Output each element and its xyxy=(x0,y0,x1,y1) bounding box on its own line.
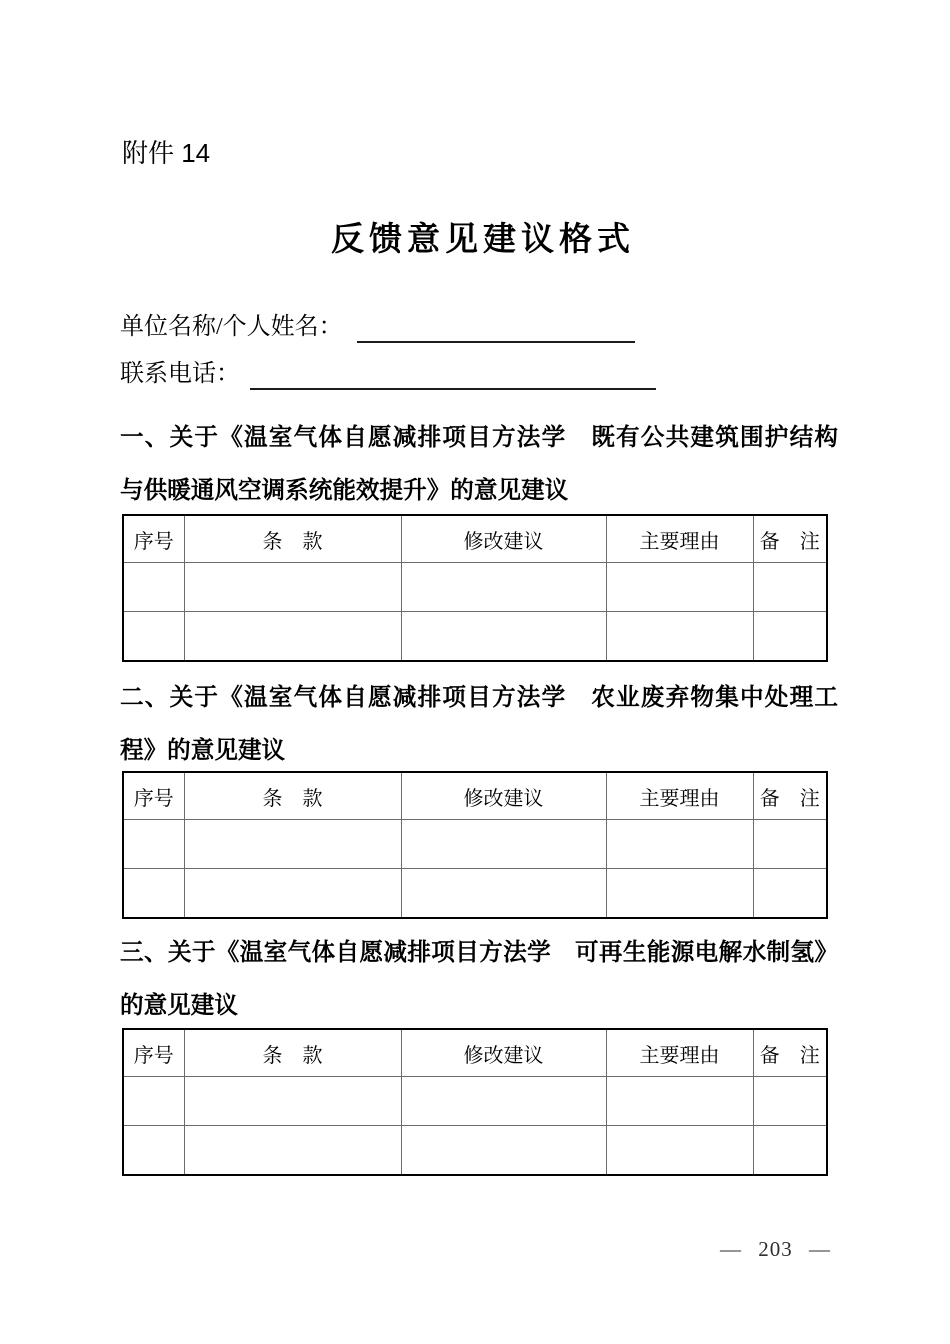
section-3-heading-line-2: 的意见建议 xyxy=(120,993,238,1019)
empty-cell xyxy=(123,612,184,662)
empty-cell xyxy=(184,1077,401,1126)
col-header-seq: 序号 xyxy=(123,772,184,820)
name-field-row xyxy=(120,311,635,343)
feedback-table-1 xyxy=(122,514,828,662)
empty-cell xyxy=(401,1126,606,1176)
col-header-clause: 条 款 xyxy=(184,1029,401,1077)
empty-cell xyxy=(184,563,401,612)
empty-cell xyxy=(606,1126,753,1176)
empty-cell xyxy=(401,820,606,869)
section-3-heading xyxy=(120,927,838,1033)
empty-cell xyxy=(606,820,753,869)
section-1-heading-line-2: 与供暖通风空调系统能效提升》的意见建议 xyxy=(120,478,569,504)
empty-cell xyxy=(184,612,401,662)
section-3-heading-line-1: 三、关于《温室气体自愿减排项目方法学 可再生能源电解水制氢》 xyxy=(120,940,838,966)
table-2-header-row xyxy=(123,772,827,820)
table-row xyxy=(123,1077,827,1126)
col-header-reason: 主要理由 xyxy=(606,515,753,563)
page-number: — 203 — xyxy=(720,1237,831,1261)
col-header-suggestion: 修改建议 xyxy=(401,1029,606,1077)
col-header-clause: 条 款 xyxy=(184,772,401,820)
empty-cell xyxy=(753,869,827,919)
empty-cell xyxy=(606,612,753,662)
empty-cell xyxy=(123,563,184,612)
empty-cell xyxy=(606,1077,753,1126)
phone-fill-line xyxy=(250,362,656,390)
table-row xyxy=(123,612,827,662)
feedback-table-3 xyxy=(122,1028,828,1176)
name-field-label: 单位名称/个人姓名： xyxy=(120,314,343,340)
empty-cell xyxy=(753,1077,827,1126)
col-header-note: 备 注 xyxy=(753,515,827,563)
section-2-heading xyxy=(120,672,838,778)
phone-field-row xyxy=(120,358,656,390)
table-row xyxy=(123,820,827,869)
empty-cell xyxy=(753,820,827,869)
page-title: 反馈意见建议格式 xyxy=(331,222,635,258)
attachment-label: 附件 14 xyxy=(122,138,211,168)
empty-cell xyxy=(606,869,753,919)
col-header-suggestion: 修改建议 xyxy=(401,515,606,563)
empty-cell xyxy=(184,1126,401,1176)
col-header-reason: 主要理由 xyxy=(606,1029,753,1077)
empty-cell xyxy=(184,869,401,919)
section-2-heading-line-1: 二、关于《温室气体自愿减排项目方法学 农业废弃物集中处理工 xyxy=(120,685,838,711)
table-row xyxy=(123,869,827,919)
phone-field-label: 联系电话： xyxy=(120,361,240,387)
empty-cell xyxy=(401,1077,606,1126)
empty-cell xyxy=(123,1126,184,1176)
table-3-header-row xyxy=(123,1029,827,1077)
col-header-suggestion: 修改建议 xyxy=(401,772,606,820)
section-1-heading xyxy=(120,412,838,518)
col-header-clause: 条 款 xyxy=(184,515,401,563)
empty-cell xyxy=(401,563,606,612)
empty-cell xyxy=(123,869,184,919)
empty-cell xyxy=(753,563,827,612)
section-1-heading-line-1: 一、关于《温室气体自愿减排项目方法学 既有公共建筑围护结构 xyxy=(120,425,838,451)
table-row xyxy=(123,563,827,612)
empty-cell xyxy=(753,612,827,662)
empty-cell xyxy=(606,563,753,612)
col-header-reason: 主要理由 xyxy=(606,772,753,820)
section-2-heading-line-2: 程》的意见建议 xyxy=(120,738,286,764)
name-fill-line xyxy=(357,315,635,343)
empty-cell xyxy=(123,1077,184,1126)
empty-cell xyxy=(184,820,401,869)
empty-cell xyxy=(123,820,184,869)
empty-cell xyxy=(753,1126,827,1176)
col-header-note: 备 注 xyxy=(753,1029,827,1077)
feedback-table-2 xyxy=(122,771,828,919)
table-1-header-row xyxy=(123,515,827,563)
empty-cell xyxy=(401,869,606,919)
col-header-seq: 序号 xyxy=(123,1029,184,1077)
empty-cell xyxy=(401,612,606,662)
col-header-note: 备 注 xyxy=(753,772,827,820)
col-header-seq: 序号 xyxy=(123,515,184,563)
table-row xyxy=(123,1126,827,1176)
